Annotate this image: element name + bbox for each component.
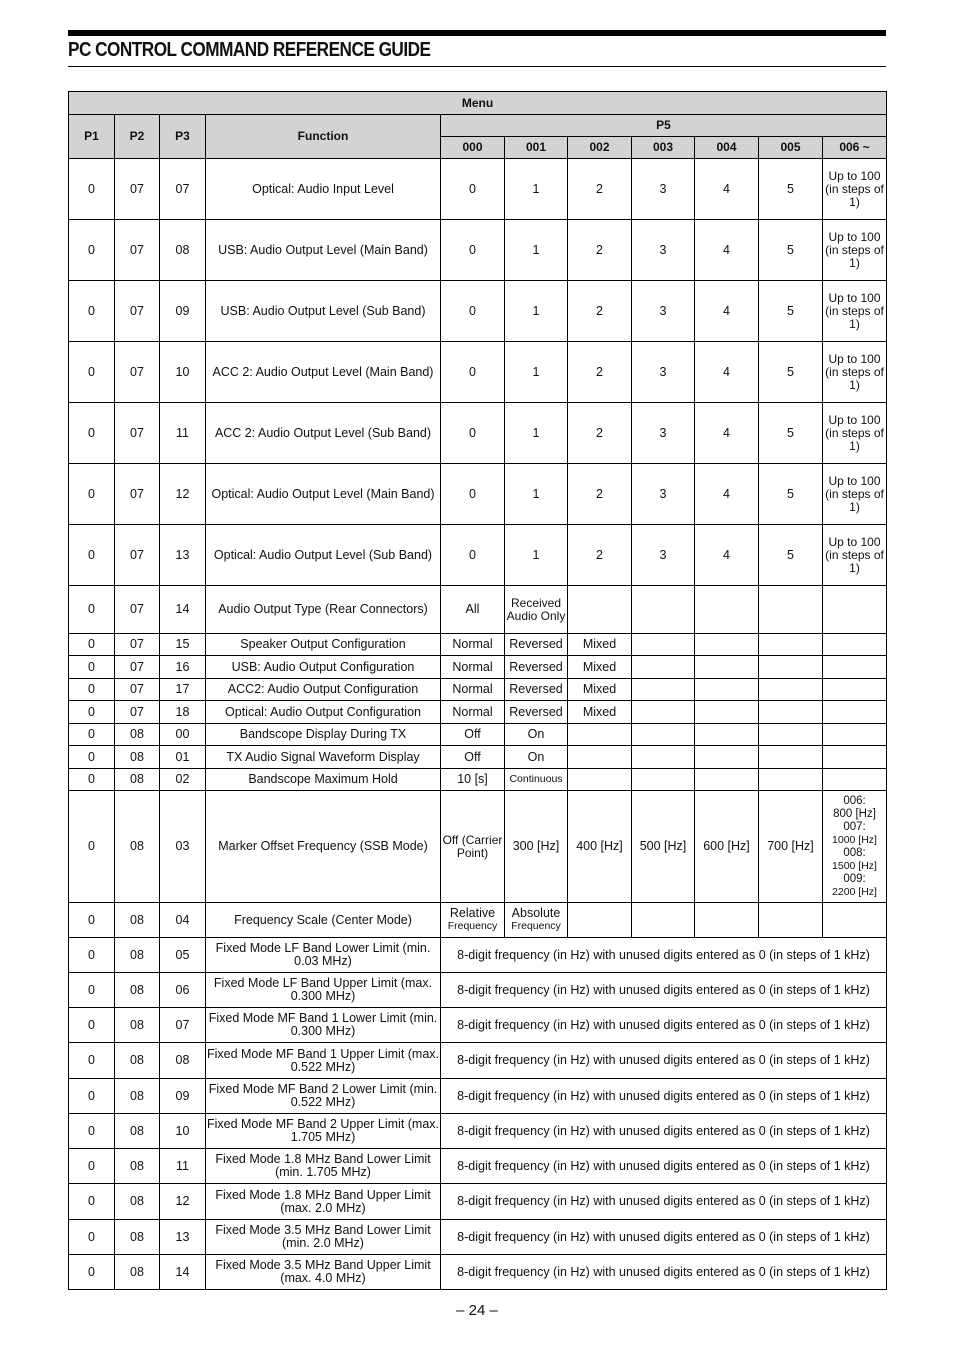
cell-value: Normal <box>441 679 505 701</box>
cell-value <box>632 724 695 746</box>
cell-function: ACC2: Audio Output Configuration <box>206 679 441 701</box>
cell-value <box>759 746 823 769</box>
cell-value: Mixed <box>568 634 632 656</box>
header-p2: P2 <box>115 115 160 159</box>
cell-value-range: Up to 100 (in steps of 1) <box>823 159 887 220</box>
cell-value <box>568 724 632 746</box>
cell-p1: 0 <box>69 769 115 791</box>
cell-value <box>632 656 695 679</box>
cell-p1: 0 <box>69 701 115 724</box>
cell-value: 500 [Hz] <box>632 791 695 903</box>
cell-value <box>759 656 823 679</box>
cell-function: Optical: Audio Output Level (Main Band) <box>206 464 441 525</box>
cell-function: USB: Audio Output Level (Main Band) <box>206 220 441 281</box>
table-row <box>69 342 887 403</box>
cell-value <box>759 634 823 656</box>
table-row <box>69 1008 887 1043</box>
cell-value <box>695 656 759 679</box>
table-row <box>69 1149 887 1184</box>
cell-value: 2 <box>568 159 632 220</box>
table-row <box>69 1043 887 1079</box>
cell-value <box>695 679 759 701</box>
cell-p2: 07 <box>115 342 160 403</box>
cell-p1: 0 <box>69 634 115 656</box>
cell-value <box>823 701 887 724</box>
cell-value: Reversed <box>505 679 568 701</box>
table-row <box>69 903 887 938</box>
cell-p2: 08 <box>115 1079 160 1114</box>
cell-value: 4 <box>695 281 759 342</box>
cell-value: 1 <box>505 525 568 586</box>
cell-value: 5 <box>759 220 823 281</box>
cell-value: 1 <box>505 159 568 220</box>
table-row <box>69 724 887 746</box>
header-p5-003: 003 <box>632 137 695 159</box>
cell-p1: 0 <box>69 1149 115 1184</box>
cell-function: Speaker Output Configuration <box>206 634 441 656</box>
cell-value <box>823 634 887 656</box>
extended-value-line: 1500 [Hz] <box>832 859 877 872</box>
cell-function: Fixed Mode MF Band 1 Upper Limit (max. 0.522 MHz) <box>206 1043 441 1079</box>
cell-function: Audio Output Type (Rear Connectors) <box>206 586 441 634</box>
cell-frequency-note: 8-digit frequency (in Hz) with unused digits entered as 0 (in steps of 1 kHz) <box>441 1149 887 1184</box>
cell-p2: 08 <box>115 973 160 1008</box>
cell-p3: 09 <box>160 1079 206 1114</box>
extended-value-line: 1000 [Hz] <box>832 833 877 846</box>
cell-p1: 0 <box>69 464 115 525</box>
cell-p1: 0 <box>69 1008 115 1043</box>
cell-value <box>695 746 759 769</box>
cell-value <box>823 586 887 634</box>
cell-p3: 14 <box>160 1255 206 1290</box>
cell-p2: 08 <box>115 1008 160 1043</box>
cell-value <box>695 586 759 634</box>
table-row <box>69 1184 887 1220</box>
cell-p1: 0 <box>69 1255 115 1290</box>
cell-value: 4 <box>695 525 759 586</box>
cell-value-range: Up to 100 (in steps of 1) <box>823 281 887 342</box>
extended-value-line: 007: <box>843 820 866 833</box>
cell-function: Marker Offset Frequency (SSB Mode) <box>206 791 441 903</box>
cell-value <box>632 769 695 791</box>
cell-value: 2 <box>568 464 632 525</box>
cell-p2: 07 <box>115 220 160 281</box>
cell-value: 1 <box>505 464 568 525</box>
table-row <box>69 464 887 525</box>
cell-value: 0 <box>441 159 505 220</box>
cell-p1: 0 <box>69 679 115 701</box>
cell-p1: 0 <box>69 1184 115 1220</box>
cell-p1: 0 <box>69 1079 115 1114</box>
cell-function: ACC 2: Audio Output Level (Main Band) <box>206 342 441 403</box>
table-row <box>69 973 887 1008</box>
cell-function: Fixed Mode LF Band Lower Limit (min. 0.03 MHz) <box>206 938 441 973</box>
cell-p2: 08 <box>115 938 160 973</box>
cell-value: 700 [Hz] <box>759 791 823 903</box>
cell-p2: 08 <box>115 1114 160 1149</box>
cell-value: 1 <box>505 403 568 464</box>
cell-value: 1 <box>505 281 568 342</box>
cell-value: Off (Carrier Point) <box>441 791 505 903</box>
table-row <box>69 1114 887 1149</box>
cell-value-range: Up to 100 (in steps of 1) <box>823 220 887 281</box>
cell-value <box>632 701 695 724</box>
cell-p2: 08 <box>115 724 160 746</box>
cell-function: Bandscope Display During TX <box>206 724 441 746</box>
cell-p3: 06 <box>160 973 206 1008</box>
cell-value: 4 <box>695 342 759 403</box>
table-row <box>69 586 887 634</box>
cell-frequency-note: 8-digit frequency (in Hz) with unused digits entered as 0 (in steps of 1 kHz) <box>441 1184 887 1220</box>
cell-function: Bandscope Maximum Hold <box>206 769 441 791</box>
table-row <box>69 159 887 220</box>
cell-value: 5 <box>759 403 823 464</box>
table-row <box>69 701 887 724</box>
cell-p3: 14 <box>160 586 206 634</box>
cell-p1: 0 <box>69 586 115 634</box>
cell-p1: 0 <box>69 903 115 938</box>
cell-function: Optical: Audio Output Configuration <box>206 701 441 724</box>
cell-value: 5 <box>759 342 823 403</box>
cell-function: Fixed Mode 1.8 MHz Band Upper Limit (max. 2.0 MHz) <box>206 1184 441 1220</box>
cell-p1: 0 <box>69 724 115 746</box>
cell-value: 0 <box>441 525 505 586</box>
cell-p1: 0 <box>69 791 115 903</box>
cell-value: 2 <box>568 403 632 464</box>
table-row <box>69 525 887 586</box>
cell-value-range: Up to 100 (in steps of 1) <box>823 525 887 586</box>
cell-p3: 00 <box>160 724 206 746</box>
table-row <box>69 656 887 679</box>
cell-p3: 11 <box>160 1149 206 1184</box>
cell-p2: 07 <box>115 701 160 724</box>
cell-value <box>632 746 695 769</box>
cell-p1: 0 <box>69 938 115 973</box>
cell-p2: 08 <box>115 1149 160 1184</box>
cell-value <box>823 724 887 746</box>
cell-p3: 05 <box>160 938 206 973</box>
cell-p1: 0 <box>69 746 115 769</box>
cell-frequency-note: 8-digit frequency (in Hz) with unused digits entered as 0 (in steps of 1 kHz) <box>441 1255 887 1290</box>
cell-p2: 08 <box>115 1043 160 1079</box>
header-p5-001: 001 <box>505 137 568 159</box>
extended-value-line: 2200 [Hz] <box>832 885 877 898</box>
cell-value: 0 <box>441 342 505 403</box>
cell-value: 10 [s] <box>441 769 505 791</box>
cell-value: 0 <box>441 403 505 464</box>
header-p5-000: 000 <box>441 137 505 159</box>
header-function: Function <box>206 115 441 159</box>
cell-value <box>823 903 887 938</box>
cell-value: 0 <box>441 464 505 525</box>
cell-p2: 07 <box>115 525 160 586</box>
cell-p3: 01 <box>160 746 206 769</box>
table-row <box>69 634 887 656</box>
cell-p3: 13 <box>160 1220 206 1255</box>
cell-value: Off <box>441 746 505 769</box>
page-number: – 24 – <box>456 1302 498 1319</box>
cell-value <box>568 746 632 769</box>
table-row <box>69 938 887 973</box>
cell-frequency-note: 8-digit frequency (in Hz) with unused digits entered as 0 (in steps of 1 kHz) <box>441 938 887 973</box>
cell-p2: 07 <box>115 464 160 525</box>
cell-p1: 0 <box>69 1043 115 1079</box>
cell-value: Continuous <box>505 769 568 791</box>
table-row <box>69 281 887 342</box>
cell-p3: 08 <box>160 220 206 281</box>
extended-value-line: 009: <box>843 872 866 885</box>
cell-p3: 07 <box>160 1008 206 1043</box>
cell-p1: 0 <box>69 281 115 342</box>
cell-p2: 07 <box>115 679 160 701</box>
table-row <box>69 220 887 281</box>
table-row <box>69 403 887 464</box>
cell-function: Fixed Mode LF Band Upper Limit (max. 0.300 MHz) <box>206 973 441 1008</box>
cell-value <box>759 769 823 791</box>
cell-value: 4 <box>695 403 759 464</box>
cell-value <box>568 769 632 791</box>
table-row <box>69 791 887 903</box>
cell-p3: 02 <box>160 769 206 791</box>
cell-value <box>759 679 823 701</box>
cell-value: 2 <box>568 281 632 342</box>
cell-value <box>632 586 695 634</box>
cell-value: 2 <box>568 342 632 403</box>
cell-p3: 03 <box>160 791 206 903</box>
cell-value <box>823 679 887 701</box>
menu-header: Menu <box>69 92 887 115</box>
command-table <box>68 91 887 1290</box>
cell-p2: 08 <box>115 791 160 903</box>
cell-value: 300 [Hz] <box>505 791 568 903</box>
cell-value: 2 <box>568 220 632 281</box>
table-row <box>69 769 887 791</box>
cell-value: Mixed <box>568 701 632 724</box>
cell-value: Reversed <box>505 634 568 656</box>
header-p5: P5 <box>441 115 887 137</box>
cell-p3: 12 <box>160 464 206 525</box>
cell-p2: 08 <box>115 769 160 791</box>
cell-value: 3 <box>632 220 695 281</box>
cell-frequency-note: 8-digit frequency (in Hz) with unused digits entered as 0 (in steps of 1 kHz) <box>441 973 887 1008</box>
cell-value <box>759 724 823 746</box>
top-rule <box>68 30 886 36</box>
cell-value: 1 <box>505 220 568 281</box>
cell-p1: 0 <box>69 1114 115 1149</box>
title-rule <box>68 66 886 67</box>
cell-value <box>823 656 887 679</box>
cell-value <box>632 679 695 701</box>
cell-value <box>695 769 759 791</box>
cell-p3: 10 <box>160 342 206 403</box>
table-row <box>69 1255 887 1290</box>
cell-value: 0 <box>441 220 505 281</box>
cell-p2: 07 <box>115 159 160 220</box>
cell-p1: 0 <box>69 342 115 403</box>
cell-value <box>441 903 505 938</box>
cell-value: 4 <box>695 220 759 281</box>
cell-value: Mixed <box>568 656 632 679</box>
cell-value: 3 <box>632 464 695 525</box>
cell-value: Off <box>441 724 505 746</box>
cell-frequency-note: 8-digit frequency (in Hz) with unused digits entered as 0 (in steps of 1 kHz) <box>441 1114 887 1149</box>
cell-value: Normal <box>441 634 505 656</box>
cell-value: Received Audio Only <box>505 586 568 634</box>
cell-p2: 08 <box>115 746 160 769</box>
table-row <box>69 679 887 701</box>
cell-value <box>759 701 823 724</box>
cell-value <box>823 746 887 769</box>
value-line: Relative <box>449 906 496 920</box>
cell-value <box>759 586 823 634</box>
cell-p3: 17 <box>160 679 206 701</box>
cell-p3: 07 <box>160 159 206 220</box>
cell-p2: 08 <box>115 1184 160 1220</box>
table-row <box>69 1220 887 1255</box>
cell-p3: 16 <box>160 656 206 679</box>
cell-value: 3 <box>632 281 695 342</box>
cell-value <box>632 634 695 656</box>
cell-p2: 07 <box>115 281 160 342</box>
cell-frequency-note: 8-digit frequency (in Hz) with unused digits entered as 0 (in steps of 1 kHz) <box>441 1220 887 1255</box>
cell-value: On <box>505 724 568 746</box>
cell-function: Fixed Mode MF Band 2 Upper Limit (max. 1.705 MHz) <box>206 1114 441 1149</box>
cell-p1: 0 <box>69 403 115 464</box>
cell-value: Normal <box>441 701 505 724</box>
cell-function: Frequency Scale (Center Mode) <box>206 903 441 938</box>
cell-value <box>695 701 759 724</box>
cell-p1: 0 <box>69 1220 115 1255</box>
cell-p3: 12 <box>160 1184 206 1220</box>
cell-value: 3 <box>632 525 695 586</box>
cell-value-range: Up to 100 (in steps of 1) <box>823 403 887 464</box>
cell-value: On <box>505 746 568 769</box>
cell-p3: 18 <box>160 701 206 724</box>
cell-value <box>568 586 632 634</box>
cell-function: Fixed Mode 1.8 MHz Band Lower Limit (min. 1.705 MHz) <box>206 1149 441 1184</box>
cell-function: Optical: Audio Output Level (Sub Band) <box>206 525 441 586</box>
cell-value: 600 [Hz] <box>695 791 759 903</box>
cell-p1: 0 <box>69 656 115 679</box>
cell-p1: 0 <box>69 525 115 586</box>
header-p5-006: 006 ~ <box>823 137 887 159</box>
cell-p3: 13 <box>160 525 206 586</box>
cell-value: 400 [Hz] <box>568 791 632 903</box>
extended-value-line: 008: <box>843 846 866 859</box>
cell-value <box>632 903 695 938</box>
cell-value: 5 <box>759 159 823 220</box>
cell-value: 3 <box>632 403 695 464</box>
cell-p2: 07 <box>115 403 160 464</box>
cell-p3: 09 <box>160 281 206 342</box>
page-title: PC CONTROL COMMAND REFERENCE GUIDE <box>68 39 431 61</box>
cell-p2: 07 <box>115 634 160 656</box>
cell-value: 3 <box>632 342 695 403</box>
cell-p2: 08 <box>115 903 160 938</box>
cell-p1: 0 <box>69 159 115 220</box>
cell-p2: 08 <box>115 1220 160 1255</box>
cell-p3: 10 <box>160 1114 206 1149</box>
cell-value: Normal <box>441 656 505 679</box>
cell-function: ACC 2: Audio Output Level (Sub Band) <box>206 403 441 464</box>
value-line: Frequency <box>511 920 561 932</box>
cell-value-range: Up to 100 (in steps of 1) <box>823 464 887 525</box>
cell-value: 3 <box>632 159 695 220</box>
cell-frequency-note: 8-digit frequency (in Hz) with unused digits entered as 0 (in steps of 1 kHz) <box>441 1008 887 1043</box>
cell-function: TX Audio Signal Waveform Display <box>206 746 441 769</box>
header-p1: P1 <box>69 115 115 159</box>
cell-function: Fixed Mode 3.5 MHz Band Upper Limit (max. 4.0 MHz) <box>206 1255 441 1290</box>
cell-value: 4 <box>695 159 759 220</box>
value-line: Frequency <box>447 920 498 932</box>
cell-value: 1 <box>505 342 568 403</box>
cell-value <box>695 724 759 746</box>
cell-value: 5 <box>759 281 823 342</box>
cell-value: Reversed <box>505 656 568 679</box>
cell-function: Optical: Audio Input Level <box>206 159 441 220</box>
cell-value: 5 <box>759 464 823 525</box>
cell-value <box>568 903 632 938</box>
cell-p2: 07 <box>115 586 160 634</box>
cell-p3: 04 <box>160 903 206 938</box>
table-row <box>69 746 887 769</box>
cell-function: USB: Audio Output Level (Sub Band) <box>206 281 441 342</box>
extended-value-line: 006: <box>843 794 866 807</box>
cell-p3: 08 <box>160 1043 206 1079</box>
cell-frequency-note: 8-digit frequency (in Hz) with unused digits entered as 0 (in steps of 1 kHz) <box>441 1043 887 1079</box>
cell-p1: 0 <box>69 220 115 281</box>
header-p5-005: 005 <box>759 137 823 159</box>
cell-p3: 11 <box>160 403 206 464</box>
cell-value <box>505 903 568 938</box>
cell-p2: 08 <box>115 1255 160 1290</box>
cell-value: 0 <box>441 281 505 342</box>
cell-value <box>823 769 887 791</box>
cell-frequency-note: 8-digit frequency (in Hz) with unused digits entered as 0 (in steps of 1 kHz) <box>441 1079 887 1114</box>
table-row <box>69 1079 887 1114</box>
cell-p1: 0 <box>69 973 115 1008</box>
cell-function: Fixed Mode 3.5 MHz Band Lower Limit (min. 2.0 MHz) <box>206 1220 441 1255</box>
cell-value-range: Up to 100 (in steps of 1) <box>823 342 887 403</box>
cell-value: Reversed <box>505 701 568 724</box>
cell-value: 2 <box>568 525 632 586</box>
cell-value: 4 <box>695 464 759 525</box>
cell-value: 5 <box>759 525 823 586</box>
cell-function: USB: Audio Output Configuration <box>206 656 441 679</box>
extended-value-line: 800 [Hz] <box>833 807 876 820</box>
cell-value: Mixed <box>568 679 632 701</box>
cell-value <box>695 903 759 938</box>
cell-function: Fixed Mode MF Band 1 Lower Limit (min. 0.300 MHz) <box>206 1008 441 1043</box>
cell-value: All <box>441 586 505 634</box>
header-p3: P3 <box>160 115 206 159</box>
header-p5-002: 002 <box>568 137 632 159</box>
cell-p2: 07 <box>115 656 160 679</box>
cell-function: Fixed Mode MF Band 2 Lower Limit (min. 0.522 MHz) <box>206 1079 441 1114</box>
cell-value <box>759 903 823 938</box>
cell-value-extended <box>823 791 887 903</box>
value-line: Absolute <box>511 906 561 920</box>
cell-value <box>695 634 759 656</box>
header-p5-004: 004 <box>695 137 759 159</box>
cell-p3: 15 <box>160 634 206 656</box>
